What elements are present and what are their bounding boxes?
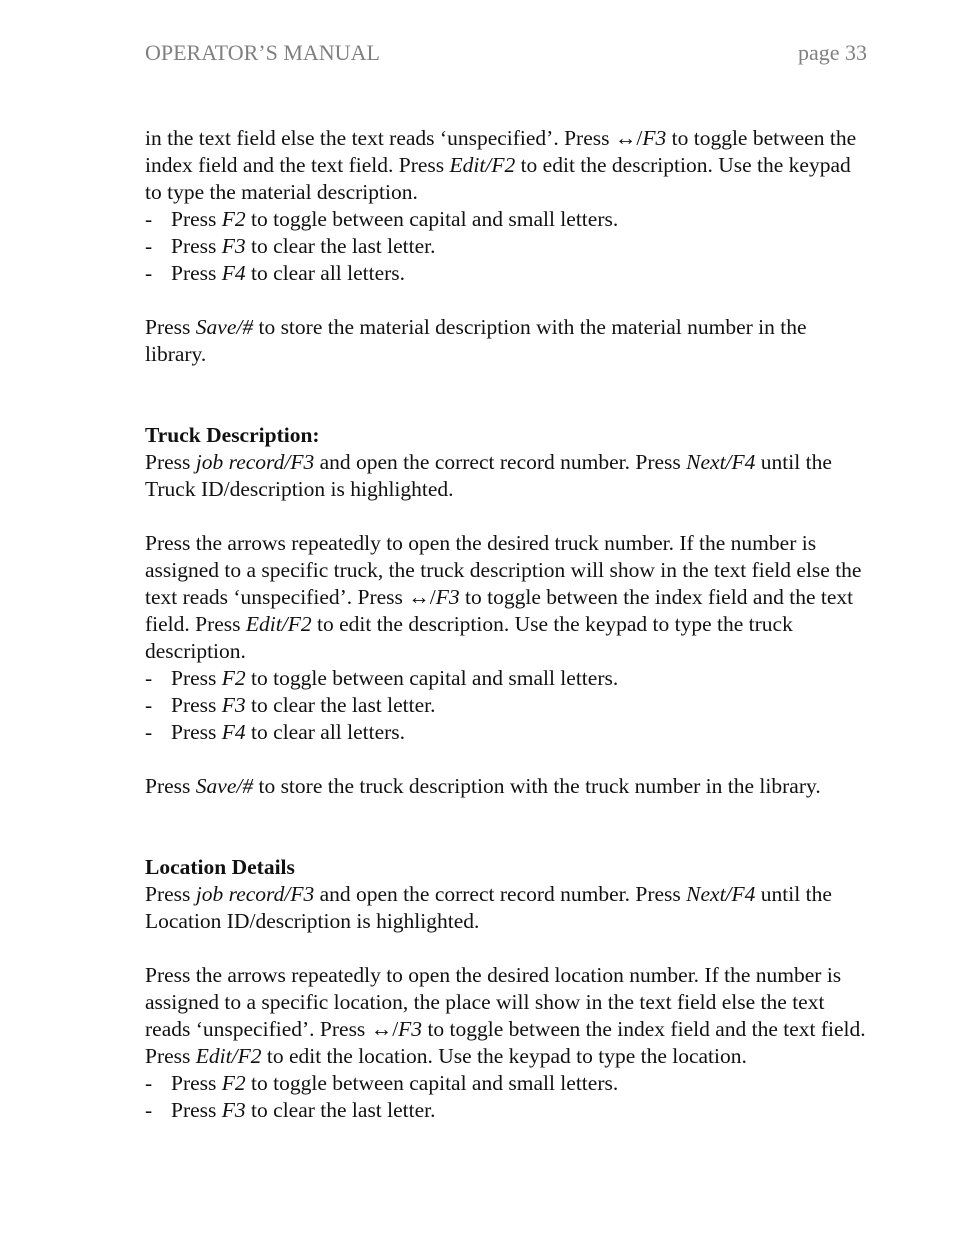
location-open-record-paragraph: Press job record/F3 and open the correct record number. Press Next/F4 until the Location ID/description is highlighted. bbox=[145, 882, 832, 933]
list-item: - Press F3 to clear the last letter. bbox=[145, 693, 436, 717]
truck-select-paragraph: Press the arrows repeatedly to open the desired truck number. If the number is assigned to a specific truck, the truck description will show in the text field else the text reads ‘unspecified’. Press ↔/F3 to toggle between the index field and the text field. Press Edit/F2 to edit the description. Use the keypad to type the truck description. bbox=[145, 531, 862, 663]
toggle-arrow-symbol: ↔/ bbox=[408, 585, 436, 609]
truck-description-heading: Truck Description: bbox=[145, 423, 320, 447]
location-details-heading: Location Details bbox=[145, 855, 295, 879]
truck-save-paragraph: Press Save/# to store the truck description with the truck number in the library. bbox=[145, 774, 821, 798]
list-item: - Press F2 to toggle between capital and small letters. bbox=[145, 666, 619, 690]
toggle-arrow-symbol: ↔/ bbox=[370, 1017, 399, 1041]
list-item: - Press F2 to toggle between capital and small letters. bbox=[145, 1071, 619, 1095]
manual-title: OPERATOR’S MANUAL bbox=[145, 40, 380, 65]
list-item: - Press F3 to clear the last letter. bbox=[145, 1098, 436, 1122]
list-item: - Press F2 to toggle between capital and small letters. bbox=[145, 207, 619, 231]
material-save-paragraph: Press Save/# to store the material description with the material number in the library. bbox=[145, 315, 807, 366]
page-number: page 33 bbox=[797, 40, 867, 65]
location-select-paragraph: Press the arrows repeatedly to open the desired location number. If the number is assigned to a specific location, the place will show in the text field else the text reads ‘unspecified’. Press ↔/F3 to toggle between the index field and the text field. Press Edit/F2 to edit the location. Use the keypad to type the location. bbox=[145, 963, 866, 1068]
list-item: - Press F3 to clear the last letter. bbox=[145, 234, 436, 258]
truck-open-record-paragraph: Press job record/F3 and open the correct record number. Press Next/F4 until the Truck ID/description is highlighted. bbox=[145, 450, 832, 501]
list-item: - Press F4 to clear all letters. bbox=[145, 261, 406, 285]
page-body bbox=[145, 125, 870, 1124]
material-description-paragraph: in the text field else the text reads ‘unspecified’. Press ↔/F3 to toggle between the index field and the text field. Press Edit/F2 to edit the description. Use the keypad to type the material description. bbox=[145, 126, 857, 204]
toggle-arrow-symbol: ↔/ bbox=[614, 126, 643, 150]
list-item: - Press F4 to clear all letters. bbox=[145, 720, 406, 744]
page-header bbox=[145, 40, 867, 70]
